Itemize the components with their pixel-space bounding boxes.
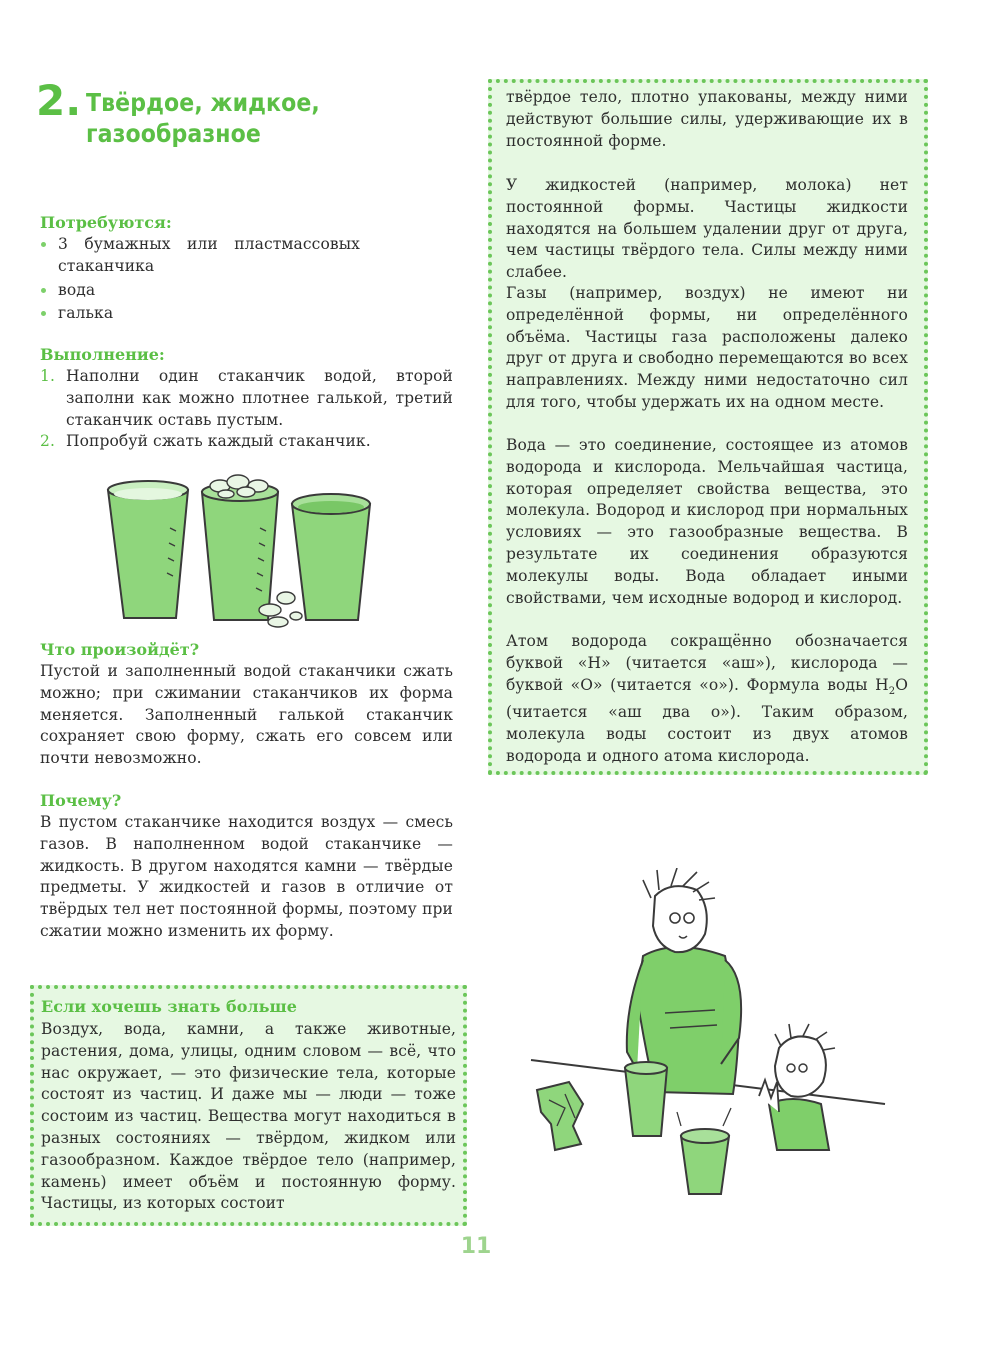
steps-heading: Выполнение: xyxy=(40,345,165,364)
continuation-box xyxy=(488,79,928,775)
three-cups-illustration xyxy=(100,468,380,633)
water-compound-paragraph: Вода — это соединение, состоящее из атомов водорода и кислорода. Мельчайшая частица, которая определяет свойства вещества, это молекула. Водород и кислород при нормальных условиях — это газообразные вещества. В результате их соединения образуются молекулы воды. Вода обладает иными свойствами, чем исходные водород и кислород. xyxy=(506,436,908,607)
needs-item xyxy=(40,234,360,278)
result-heading: Что произойдёт? xyxy=(40,640,200,659)
step-number: 1. xyxy=(40,367,55,385)
more-info-box xyxy=(30,985,467,1226)
needs-item-text: 3 бумажных или пластмассовых стаканчика xyxy=(58,235,360,275)
cup-with-water xyxy=(108,481,188,618)
step-item xyxy=(40,366,453,431)
needs-item xyxy=(40,303,360,325)
formula-text-part2: О (читается «аш два о»). Таким образом, молекула воды состоит из двух атомов водорода и одного атома кислорода. xyxy=(506,675,908,766)
step-text: Попробуй сжать каждый стаканчик. xyxy=(66,432,371,451)
crumpled-cup xyxy=(537,1082,583,1150)
step-number: 2. xyxy=(40,432,55,451)
man-figure xyxy=(627,868,741,1094)
cup-in-hands xyxy=(625,1062,667,1136)
result-text: Пустой и заполненный водой стаканчики сжать можно; при сжимании стаканчиков их форма меняется. Заполненный галькой стаканчик сохраняет свою форму, сжать его совсем или почти невозможно. xyxy=(40,662,453,768)
needs-item-text: вода xyxy=(58,280,96,299)
step-item xyxy=(40,431,453,453)
cup-with-pebbles xyxy=(202,475,278,620)
needs-heading: Потребуются: xyxy=(40,213,172,232)
solid-paragraph: твёрдое тело, плотно упакованы, между ними действуют большие силы, удерживающие их в постоянной форме. xyxy=(506,88,908,150)
man-and-boy-illustration xyxy=(525,868,895,1198)
section-number: 2. xyxy=(36,76,82,125)
more-text: Воздух, вода, камни, а также животные, растения, дома, улицы, одним словом — всё, что нас окружает, — это физические тела, которые состоят из частиц. И даже мы — люди — тоже состоим из частиц. Вещества могут находиться в разных состояниях — твёрдом, жидком или газообразном. Каждое твёрдое тело (например, камень) имеет объём и постоянную форму. Частицы, из которых состоит xyxy=(41,1020,456,1213)
step-text: Наполни один стаканчик водой, второй заполни как можно плотнее галькой, третий стаканчик оставь пустым. xyxy=(66,367,453,429)
page-title-line1: Твёрдое, жидкое, xyxy=(86,88,320,117)
formula-text-part1: Атом водорода сокращённо обозначается буквой «Н» (читается «аш»), кислорода — буквой «О» (читается «о»). Формула воды Н xyxy=(506,632,908,694)
needs-list xyxy=(40,234,360,325)
more-heading: Если хочешь знать больше xyxy=(41,997,297,1016)
liquid-paragraph: У жидкостей (например, молока) нет постоянной формы. Частицы жидкости находятся на большем удалении друг от друга, чем частицы твёрдого тела. Силы между ними слабее. xyxy=(506,176,908,282)
empty-cup xyxy=(292,494,370,620)
page-title-line2: газообразное xyxy=(86,119,261,148)
water-formula-paragraph xyxy=(506,631,908,768)
cup-on-table xyxy=(677,1108,731,1194)
boy-figure xyxy=(759,1024,835,1150)
why-heading: Почему? xyxy=(40,791,122,810)
needs-item xyxy=(40,280,360,302)
why-text: В пустом стаканчике находится воздух — смесь газов. В наполненном водой стаканчике — жидкость. В другом находятся камни — твёрдые предметы. У жидкостей и газов в отличие от твёрдых тел нет постоянной формы, поэтому при сжатии можно изменить их форму. xyxy=(40,813,453,940)
steps-list xyxy=(40,366,453,453)
needs-item-text: галька xyxy=(58,304,114,323)
gas-paragraph: Газы (например, воздух) не имеют ни определённой формы, ни определённого объёма. Частицы газа расположены далеко друг от друга и свободно перемещаются во всех направлениях. Между ними недостаточно сил для того, чтобы удержать их на одном месте. xyxy=(506,284,908,411)
formula-subscript: 2 xyxy=(888,685,896,697)
page-number: 11 xyxy=(460,1234,492,1259)
